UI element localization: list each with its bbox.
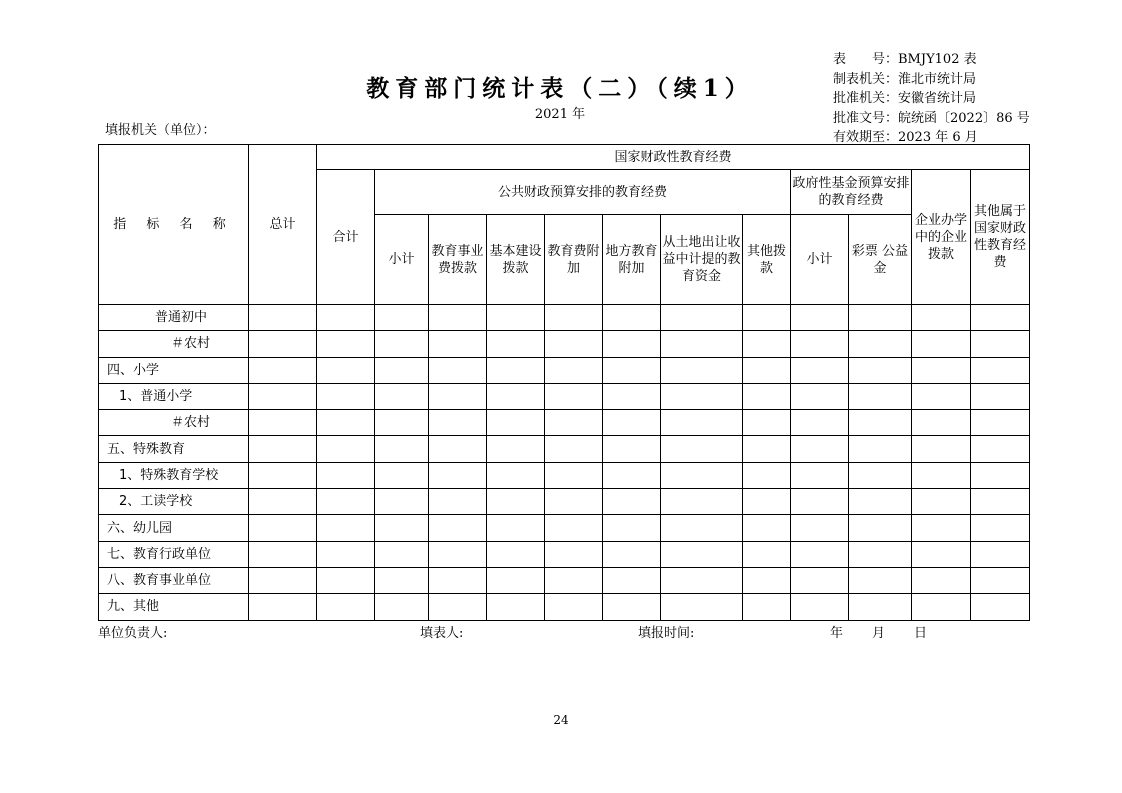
table-cell[interactable] — [791, 567, 849, 593]
header-indicator-name: 指 标 名 称 — [99, 145, 249, 305]
table-cell[interactable] — [791, 305, 849, 331]
table-row — [99, 515, 1030, 541]
table-cell[interactable] — [912, 515, 971, 541]
table-cell[interactable] — [375, 462, 429, 488]
table-cell[interactable] — [487, 331, 545, 357]
table-cell[interactable] — [487, 489, 545, 515]
table-cell[interactable] — [375, 567, 429, 593]
table-cell[interactable] — [849, 383, 912, 409]
header-pb-education-fee: 教育事业费拨款 — [429, 215, 487, 305]
table-cell[interactable] — [429, 331, 487, 357]
table-cell[interactable] — [249, 462, 317, 488]
table-cell[interactable] — [971, 541, 1030, 567]
table-cell[interactable] — [791, 515, 849, 541]
table-cell[interactable] — [375, 489, 429, 515]
table-cell[interactable] — [249, 567, 317, 593]
row-label: 四、小学 — [99, 357, 249, 383]
statistics-table — [98, 144, 1030, 621]
valid-until: 有效期至：2023 年 6 月 — [833, 130, 978, 145]
report-year: 2021 年 — [534, 107, 586, 122]
row-label: 1、特殊教育学校 — [99, 462, 249, 488]
table-cell[interactable] — [661, 594, 743, 620]
table-cell[interactable] — [249, 594, 317, 620]
table-cell[interactable] — [971, 462, 1030, 488]
table-cell[interactable] — [743, 462, 791, 488]
table-cell[interactable] — [603, 357, 661, 383]
table-cell[interactable] — [249, 305, 317, 331]
table-cell[interactable] — [849, 594, 912, 620]
table-cell[interactable] — [912, 383, 971, 409]
table-cell[interactable] — [545, 541, 603, 567]
table-row — [99, 594, 1030, 620]
table-cell[interactable] — [743, 331, 791, 357]
row-label: 七、教育行政单位 — [99, 541, 249, 567]
table-cell[interactable] — [912, 541, 971, 567]
table-row — [99, 331, 1030, 357]
table-cell[interactable] — [971, 383, 1030, 409]
table-cell[interactable] — [249, 489, 317, 515]
table-cell[interactable] — [429, 541, 487, 567]
table-cell[interactable] — [429, 410, 487, 436]
table-cell[interactable] — [249, 331, 317, 357]
table-cell[interactable] — [849, 410, 912, 436]
table-cell[interactable] — [429, 462, 487, 488]
table-cell[interactable] — [375, 410, 429, 436]
table-cell[interactable] — [743, 594, 791, 620]
table-cell[interactable] — [429, 305, 487, 331]
table-cell[interactable] — [375, 383, 429, 409]
table-cell[interactable] — [849, 541, 912, 567]
table-cell[interactable] — [791, 383, 849, 409]
table-cell[interactable] — [971, 357, 1030, 383]
table-cell[interactable] — [603, 410, 661, 436]
header-subtotal-all: 合计 — [317, 170, 375, 305]
table-cell[interactable] — [661, 410, 743, 436]
table-cell[interactable] — [317, 436, 375, 462]
table-cell[interactable] — [487, 436, 545, 462]
table-row — [99, 541, 1030, 567]
table-cell[interactable] — [849, 436, 912, 462]
table-cell[interactable] — [603, 594, 661, 620]
table-cell[interactable] — [912, 594, 971, 620]
table-cell[interactable] — [545, 489, 603, 515]
table-cell[interactable] — [545, 305, 603, 331]
header-pb-local-surcharge: 地方教育附加 — [603, 215, 661, 305]
table-cell[interactable] — [971, 410, 1030, 436]
approval-document: 批准文号：皖统函〔2022〕86 号 — [833, 110, 1030, 126]
table-cell[interactable] — [603, 541, 661, 567]
page-number: 24 — [553, 713, 569, 727]
table-cell[interactable] — [912, 305, 971, 331]
header-government-fund: 政府性基金预算安排的教育经费 — [791, 170, 912, 215]
header-gf-subtotal: 小计 — [791, 215, 849, 305]
table-cell[interactable] — [375, 594, 429, 620]
table-cell[interactable] — [661, 305, 743, 331]
table-cell[interactable] — [487, 462, 545, 488]
table-cell[interactable] — [249, 436, 317, 462]
table-cell[interactable] — [849, 305, 912, 331]
table-cell[interactable] — [317, 383, 375, 409]
fill-time-label: 填报时间: — [638, 626, 695, 641]
table-cell[interactable] — [487, 357, 545, 383]
table-cell[interactable] — [317, 305, 375, 331]
table-cell[interactable] — [603, 515, 661, 541]
table-cell[interactable] — [317, 331, 375, 357]
header-pb-subtotal: 小计 — [375, 215, 429, 305]
month-label: 月 — [872, 626, 886, 641]
table-row — [99, 383, 1030, 409]
page-title: 教育部门统计表（二）（续1） — [366, 75, 754, 102]
table-cell[interactable] — [487, 515, 545, 541]
row-label: ＃农村 — [99, 331, 249, 357]
table-cell[interactable] — [603, 489, 661, 515]
row-label: ＃农村 — [99, 410, 249, 436]
table-cell[interactable] — [743, 489, 791, 515]
table-cell[interactable] — [317, 594, 375, 620]
table-cell[interactable] — [743, 541, 791, 567]
table-cell[interactable] — [249, 515, 317, 541]
table-row — [99, 462, 1030, 488]
table-cell[interactable] — [791, 331, 849, 357]
table-cell[interactable] — [661, 383, 743, 409]
row-label: 1、普通小学 — [99, 383, 249, 409]
year-label: 年 — [830, 626, 844, 641]
table-cell[interactable] — [375, 541, 429, 567]
table-cell[interactable] — [545, 567, 603, 593]
table-cell[interactable] — [791, 436, 849, 462]
table-cell[interactable] — [317, 567, 375, 593]
header-other-national-funds: 其他属于国家财政性教育经费 — [971, 170, 1030, 305]
table-cell[interactable] — [545, 383, 603, 409]
table-cell[interactable] — [545, 436, 603, 462]
table-cell[interactable] — [429, 567, 487, 593]
table-cell[interactable] — [603, 383, 661, 409]
table-cell[interactable] — [375, 357, 429, 383]
table-cell[interactable] — [971, 305, 1030, 331]
table-cell[interactable] — [661, 436, 743, 462]
table-cell[interactable] — [429, 357, 487, 383]
table-cell[interactable] — [912, 462, 971, 488]
table-cell[interactable] — [912, 489, 971, 515]
table-cell[interactable] — [661, 357, 743, 383]
table-cell[interactable] — [603, 567, 661, 593]
table-cell[interactable] — [661, 462, 743, 488]
table-cell[interactable] — [317, 489, 375, 515]
table-cell[interactable] — [603, 436, 661, 462]
table-cell[interactable] — [317, 462, 375, 488]
form-issuer: 制表机关：淮北市统计局 — [833, 71, 977, 87]
table-cell[interactable] — [249, 410, 317, 436]
table-cell[interactable] — [603, 305, 661, 331]
table-cell[interactable] — [849, 331, 912, 357]
form-meta-block — [833, 50, 1030, 148]
table-cell[interactable] — [743, 383, 791, 409]
table-cell[interactable] — [375, 305, 429, 331]
table-cell[interactable] — [317, 357, 375, 383]
table-cell[interactable] — [791, 489, 849, 515]
table-cell[interactable] — [429, 383, 487, 409]
table-cell[interactable] — [545, 357, 603, 383]
row-label: 五、特殊教育 — [99, 436, 249, 462]
table-body — [99, 305, 1030, 621]
table-row — [99, 357, 1030, 383]
table-cell[interactable] — [429, 489, 487, 515]
header-pb-other: 其他拨款 — [743, 215, 791, 305]
table-cell[interactable] — [375, 436, 429, 462]
table-cell[interactable] — [317, 541, 375, 567]
form-approver: 批准机关：安徽省统计局 — [833, 91, 977, 106]
table-cell[interactable] — [849, 567, 912, 593]
table-cell[interactable] — [603, 331, 661, 357]
table-cell[interactable] — [791, 594, 849, 620]
table-cell[interactable] — [545, 594, 603, 620]
table-cell[interactable] — [971, 331, 1030, 357]
table-cell[interactable] — [791, 410, 849, 436]
table-cell[interactable] — [971, 567, 1030, 593]
header-total: 总计 — [249, 145, 317, 305]
table-cell[interactable] — [661, 489, 743, 515]
table-cell[interactable] — [487, 594, 545, 620]
table-cell[interactable] — [603, 462, 661, 488]
table-cell[interactable] — [375, 515, 429, 541]
table-cell[interactable] — [971, 489, 1030, 515]
header-gf-lottery: 彩票 公益金 — [849, 215, 912, 305]
table-cell[interactable] — [487, 410, 545, 436]
table-cell[interactable] — [661, 567, 743, 593]
table-cell[interactable] — [545, 410, 603, 436]
table-cell[interactable] — [249, 357, 317, 383]
table-cell[interactable] — [912, 331, 971, 357]
table-row — [99, 410, 1030, 436]
table-cell[interactable] — [375, 331, 429, 357]
table-cell[interactable] — [545, 462, 603, 488]
unit-head-label: 单位负责人: — [98, 626, 168, 641]
table-cell[interactable] — [661, 515, 743, 541]
table-cell[interactable] — [912, 357, 971, 383]
table-cell[interactable] — [743, 305, 791, 331]
table-cell[interactable] — [849, 489, 912, 515]
table-cell[interactable] — [912, 410, 971, 436]
table-cell[interactable] — [545, 515, 603, 541]
header-public-budget: 公共财政预算安排的教育经费 — [375, 170, 791, 215]
table-cell[interactable] — [912, 436, 971, 462]
header-national-fiscal-funds: 国家财政性教育经费 — [317, 145, 1030, 170]
table-cell[interactable] — [743, 567, 791, 593]
table-cell[interactable] — [661, 331, 743, 357]
table-cell[interactable] — [849, 357, 912, 383]
table-cell[interactable] — [971, 515, 1030, 541]
table-cell[interactable] — [971, 436, 1030, 462]
table-cell[interactable] — [743, 357, 791, 383]
row-label: 八、教育事业单位 — [99, 567, 249, 593]
table-cell[interactable] — [487, 541, 545, 567]
table-cell[interactable] — [791, 462, 849, 488]
row-label: 2、工读学校 — [99, 489, 249, 515]
header-pb-construction: 基本建设拨款 — [487, 215, 545, 305]
table-cell[interactable] — [545, 331, 603, 357]
table-row — [99, 567, 1030, 593]
table-cell[interactable] — [487, 567, 545, 593]
table-cell[interactable] — [912, 567, 971, 593]
header-pb-education-surcharge: 教育费附加 — [545, 215, 603, 305]
table-cell[interactable] — [743, 515, 791, 541]
table-cell[interactable] — [849, 515, 912, 541]
table-cell[interactable] — [429, 436, 487, 462]
table-cell[interactable] — [249, 541, 317, 567]
table-cell[interactable] — [429, 594, 487, 620]
table-cell[interactable] — [849, 462, 912, 488]
row-label: 六、幼儿园 — [99, 515, 249, 541]
table-row — [99, 436, 1030, 462]
table-cell[interactable] — [317, 410, 375, 436]
table-cell[interactable] — [487, 383, 545, 409]
filler-label: 填表人: — [420, 626, 464, 641]
row-label: 普通初中 — [99, 305, 249, 331]
table-cell[interactable] — [661, 541, 743, 567]
table-cell[interactable] — [743, 410, 791, 436]
table-cell[interactable] — [429, 515, 487, 541]
header-enterprise-funding: 企业办学中的企业拨款 — [912, 170, 971, 305]
table-cell[interactable] — [317, 515, 375, 541]
table-row — [99, 489, 1030, 515]
row-label: 九、其他 — [99, 594, 249, 620]
header-pb-land-revenue: 从土地出让收益中计提的教育资金 — [661, 215, 743, 305]
table-cell[interactable] — [249, 383, 317, 409]
table-cell[interactable] — [791, 357, 849, 383]
filling-unit-label: 填报机关（单位）： — [105, 123, 216, 138]
table-cell[interactable] — [791, 541, 849, 567]
form-number: 表 号：BMJY102 表 — [833, 52, 977, 67]
table-row — [99, 305, 1030, 331]
table-cell[interactable] — [487, 305, 545, 331]
day-label: 日 — [914, 626, 928, 641]
table-cell[interactable] — [971, 594, 1030, 620]
table-cell[interactable] — [743, 436, 791, 462]
